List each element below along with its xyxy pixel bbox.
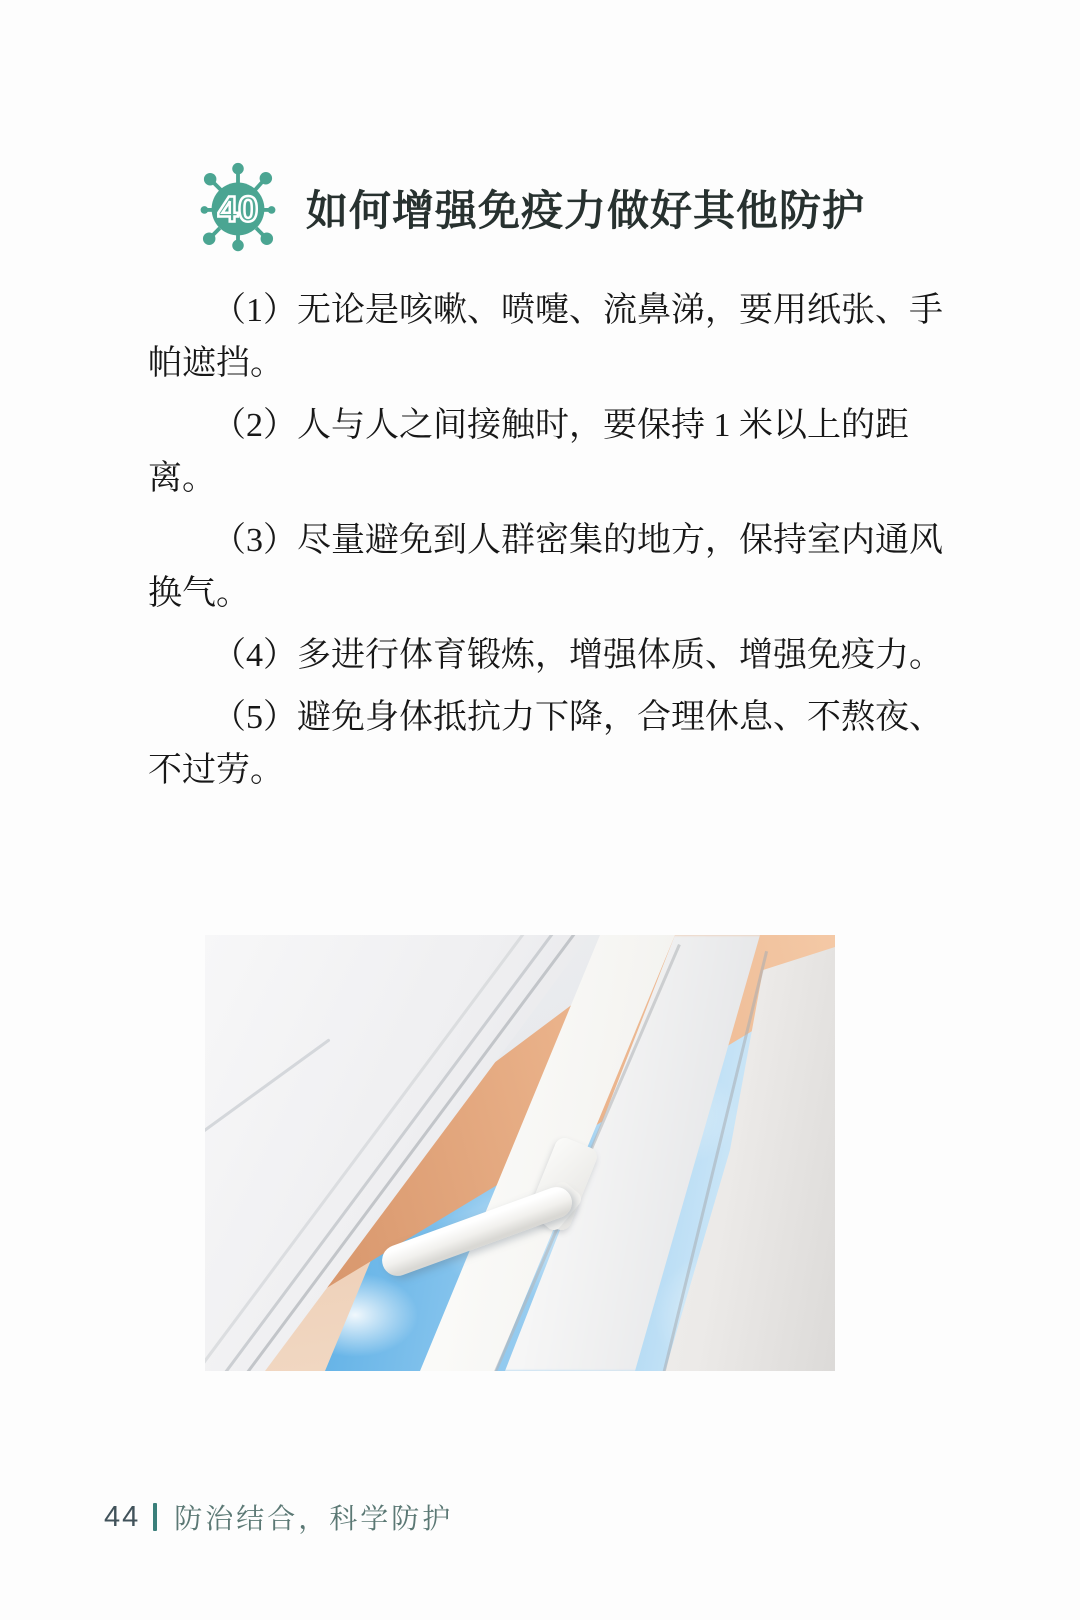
paragraph bbox=[148, 629, 952, 682]
body-text bbox=[148, 284, 952, 806]
text-line: 帕遮挡。 bbox=[148, 345, 284, 382]
paragraph bbox=[148, 514, 952, 620]
section-number: 40 bbox=[217, 188, 259, 230]
window-photo bbox=[205, 935, 835, 1371]
virus-icon bbox=[190, 160, 286, 256]
page-number: 44 bbox=[104, 1500, 141, 1533]
paragraph bbox=[148, 284, 952, 390]
paragraph bbox=[148, 691, 952, 797]
text-line: （5）避免身体抵抗力下降，合理休息、不熬夜、 bbox=[212, 699, 943, 736]
text-line: （4）多进行体育锻炼，增强体质、增强免疫力。 bbox=[212, 637, 943, 674]
text-line: （3）尽量避免到人群密集的地方，保持室内通风 bbox=[212, 522, 943, 559]
text-line: （1）无论是咳嗽、喷嚏、流鼻涕，要用纸张、手 bbox=[212, 292, 943, 329]
page-footer bbox=[104, 1496, 453, 1538]
text-line: （2）人与人之间接触时，要保持 1 米以上的距离。 bbox=[148, 407, 909, 497]
footer-divider bbox=[153, 1503, 157, 1531]
page-title: 如何增强免疫力做好其他防护 bbox=[306, 187, 866, 234]
text-line: 换气。 bbox=[148, 575, 250, 612]
paragraph bbox=[148, 399, 952, 505]
running-title: 防治结合，科学防护 bbox=[174, 1503, 454, 1534]
section-header bbox=[190, 160, 865, 256]
text-line: 不过劳。 bbox=[148, 752, 284, 789]
